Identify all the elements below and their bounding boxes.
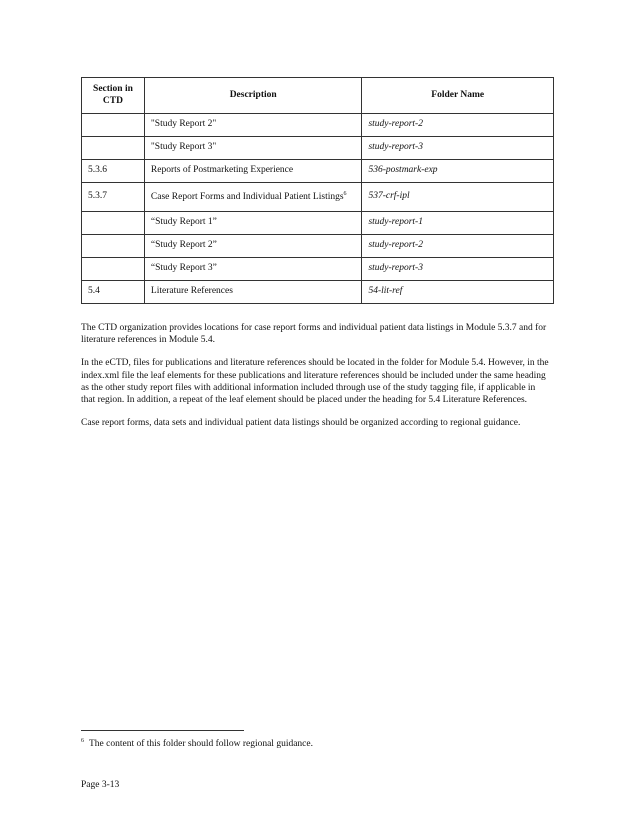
- cell-description: Literature References: [144, 281, 362, 304]
- header-description: Description: [144, 78, 362, 114]
- cell-folder: 536-postmark-exp: [362, 160, 554, 183]
- cell-section: 5.3.7: [82, 183, 145, 212]
- table-row: [82, 258, 554, 281]
- cell-description: "Study Report 3": [144, 137, 362, 160]
- table-row: [82, 160, 554, 183]
- paragraph: The CTD organization provides locations for case report forms and individual patient data listings in Module 5.3.7 and for literature references in Module 5.4.: [81, 323, 547, 346]
- ctd-folder-table: [81, 77, 554, 304]
- cell-description: “Study Report 3”: [144, 258, 362, 281]
- table-header-row: [82, 78, 554, 114]
- cell-section: 5.3.6: [82, 160, 145, 183]
- table-row: [82, 137, 554, 160]
- footnote-text: The content of this folder should follow regional guidance.: [89, 739, 313, 750]
- cell-folder: study-report-3: [362, 258, 554, 281]
- cell-description-text: Case Report Forms and Individual Patient Listings: [150, 191, 344, 202]
- cell-section: [82, 212, 145, 235]
- cell-description: “Study Report 2”: [144, 235, 362, 258]
- header-folder: Folder Name: [362, 78, 554, 114]
- footnote: [81, 738, 551, 749]
- table-row: [82, 114, 554, 137]
- cell-folder: study-report-2: [362, 114, 554, 137]
- cell-description: [144, 183, 362, 212]
- body-text: [81, 322, 551, 440]
- table-row: [82, 281, 554, 304]
- cell-folder: 537-crf-ipl: [362, 183, 554, 212]
- cell-section: [82, 114, 145, 137]
- cell-folder: study-report-3: [362, 137, 554, 160]
- cell-folder: study-report-1: [362, 212, 554, 235]
- cell-description: “Study Report 1”: [144, 212, 362, 235]
- cell-folder: 54-lit-ref: [362, 281, 554, 304]
- cell-folder: study-report-2: [362, 235, 554, 258]
- footnote-divider: [81, 730, 244, 731]
- footnote-marker: 6: [343, 190, 347, 197]
- table-row: [82, 235, 554, 258]
- cell-section: [82, 258, 145, 281]
- footnote-number: 6: [81, 738, 84, 744]
- cell-description: "Study Report 2": [144, 114, 362, 137]
- cell-section: [82, 235, 145, 258]
- table-row: [82, 212, 554, 235]
- table-row: [82, 183, 554, 212]
- paragraph: Case report forms, data sets and individual patient data listings should be organized according to regional guidance.: [81, 418, 521, 429]
- page-number: Page 3-13: [81, 780, 120, 790]
- cell-section: 5.4: [82, 281, 145, 304]
- paragraph: In the eCTD, files for publications and literature references should be located in the folder for Module 5.4. However, in the index.xml file the leaf elements for these publications and literature references should be included under the same heading as the other study report files with additional information included through use of the study tagging file, if applicable in that region. In addition, a repeat of the leaf element should be placed under the heading for 5.4 Literature References.: [81, 358, 549, 406]
- cell-description: Reports of Postmarketing Experience: [144, 160, 362, 183]
- header-section: Section in CTD: [82, 78, 145, 114]
- cell-section: [82, 137, 145, 160]
